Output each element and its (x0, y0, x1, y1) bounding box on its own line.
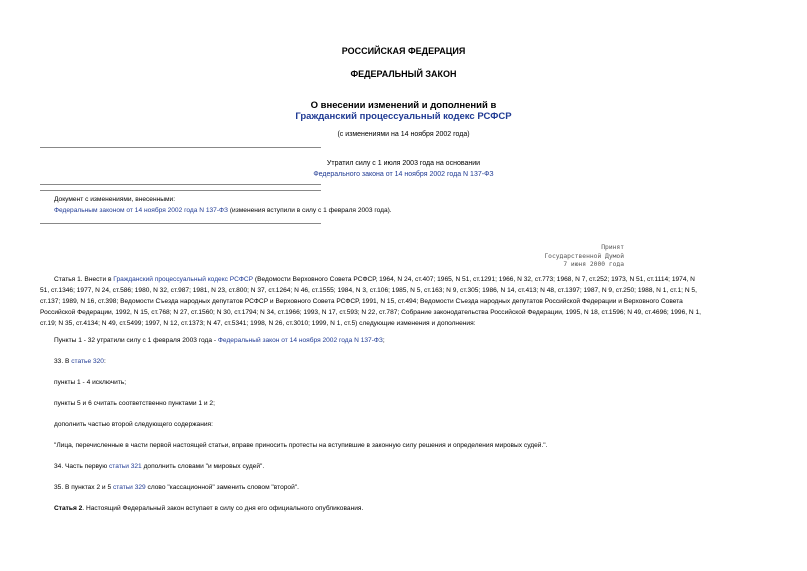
article-329-link[interactable]: статьи 329 (112, 484, 146, 491)
adoption-line3: 7 июня 2000 года (563, 261, 624, 269)
item33-b: пункты 5 и 6 считать соответственно пунктами 1 и 2; (54, 400, 215, 407)
law-title-link[interactable]: Гражданский процессуальный кодекс РСФСР (295, 111, 512, 122)
item35-prefix: 35. В пунктах 2 и 5 (54, 484, 113, 491)
divider (40, 147, 321, 148)
item33 (54, 358, 106, 365)
article1-line1 (40, 274, 771, 285)
item34 (54, 463, 264, 470)
gpk-link[interactable]: Гражданский процессуальный кодекс РСФСР (113, 276, 254, 283)
item33-a: пункты 1 - 4 исключить; (54, 379, 127, 386)
country-heading: РОССИЙСКАЯ ФЕДЕРАЦИЯ (341, 46, 466, 56)
status-line: Утратил силу с 1 июля 2003 года на основании (326, 160, 481, 167)
divider (40, 184, 321, 185)
article1-line2: 51, ст.1346; 1977, N 24, ст.586; 1980, N 32, ст.987; 1981, N 23, ст.800; N 37, ст.1264; N 46, ст.1555; 1984, N 3, ст.106; 1985, N 5, ст.163; N 9, ст.305; 1986, N 14, ст.413; N 48, ст.1397; 1987, N 9, ст.250; 1988, N 1, ст.1; N 5, (40, 287, 697, 294)
article-321-link[interactable]: статьи 321 (108, 463, 142, 470)
changes-line (54, 207, 392, 214)
article1-line5: ст.19; N 35, ст.4134; N 49, ст.5499; 1997, N 12, ст.1373; N 47, ст.5341; 1998, N 26, ст.3010; 1999, N 1, ст.5) следующие изменения и дополнения: (40, 320, 476, 327)
adoption-line1: Принят (601, 244, 624, 251)
item33-suffix: : (103, 358, 106, 365)
amended-note: (с изменениями на 14 ноября 2002 года) (337, 131, 470, 138)
adoption-line2: Государственной Думой (544, 252, 624, 260)
adoption-block (544, 244, 624, 270)
points-repealed (54, 337, 385, 344)
article2-label: Статья 2 (54, 505, 83, 512)
repeal-law-link[interactable]: Федерального закона от 14 ноября 2002 года N 137-ФЗ (313, 171, 494, 178)
changes-intro: Документ с изменениями, внесенными: (54, 196, 176, 203)
article2-text: . Настоящий Федеральный закон вступает в силу со дня его официального опубликования. (82, 505, 364, 512)
changes-suffix: (изменения вступили в силу с 1 февраля 2003 года). (228, 207, 392, 214)
item33-prefix: 33. В (54, 358, 72, 365)
item34-suffix: дополнить словами "и мировых судей". (141, 463, 265, 470)
article1-line3: ст.137; 1989, N 16, ст.398; Ведомости Съезда народных депутатов РСФСР и Верховного Совета РСФСР, 1991, N 15, ст.494; Ведомости Съезда народных депутатов Российской Федерации и Верховного Совета (40, 298, 683, 305)
article1-prefix: Статья 1. Внести в (54, 276, 114, 283)
item34-prefix: 34. Часть первую (54, 463, 109, 470)
article1-line4: Российской Федерации, 1992, N 15, ст.768; N 27, ст.1560; N 30, ст.1794; N 34, ст.1966; 1993, N 17, ст.593; N 22, ст.787; Собрание законодательства Российской Федерации, 1995, N 18, ст.1596; N 49, ст.4696; 1996, N 1, (40, 309, 702, 316)
law-title-line1: О внесении изменений и дополнений в (310, 100, 497, 111)
points-repealed-prefix: Пункты 1 - 32 утратили силу с 1 февраля 2003 года - (54, 337, 218, 344)
article1-paragraph (40, 274, 771, 329)
doc-type-heading: ФЕДЕРАЛЬНЫЙ ЗАКОН (350, 69, 457, 79)
item33-c: дополнить частью второй следующего содержания: (54, 421, 213, 428)
item35-suffix: слово "кассационной" заменить словом "второй". (145, 484, 299, 491)
item35 (54, 484, 299, 491)
divider (40, 223, 321, 224)
divider (40, 190, 321, 191)
item33-quote: "Лица, перечисленные в части первой настоящей статьи, вправе приносить протесты на вступившие в законную силу решения и определения мировых судей.". (54, 442, 548, 449)
article2 (54, 505, 363, 512)
amending-law-link[interactable]: Федеральным законом от 14 ноября 2002 года N 137-ФЗ (54, 207, 229, 214)
article-320-link[interactable]: статье 320 (71, 358, 104, 365)
article1-rest: (Ведомости Верховного Совета РСФСР, 1964, N 24, ст.407; 1965, N 51, ст.1291; 1966, N 32, ст.773; 1968, N 7, ст.252; 1973, N 51, ст.1114; 1974, N (253, 276, 695, 283)
repealing-law-link[interactable]: Федеральный закон от 14 ноября 2002 года N 137-ФЗ (217, 337, 383, 344)
points-repealed-suffix: ; (382, 337, 385, 344)
